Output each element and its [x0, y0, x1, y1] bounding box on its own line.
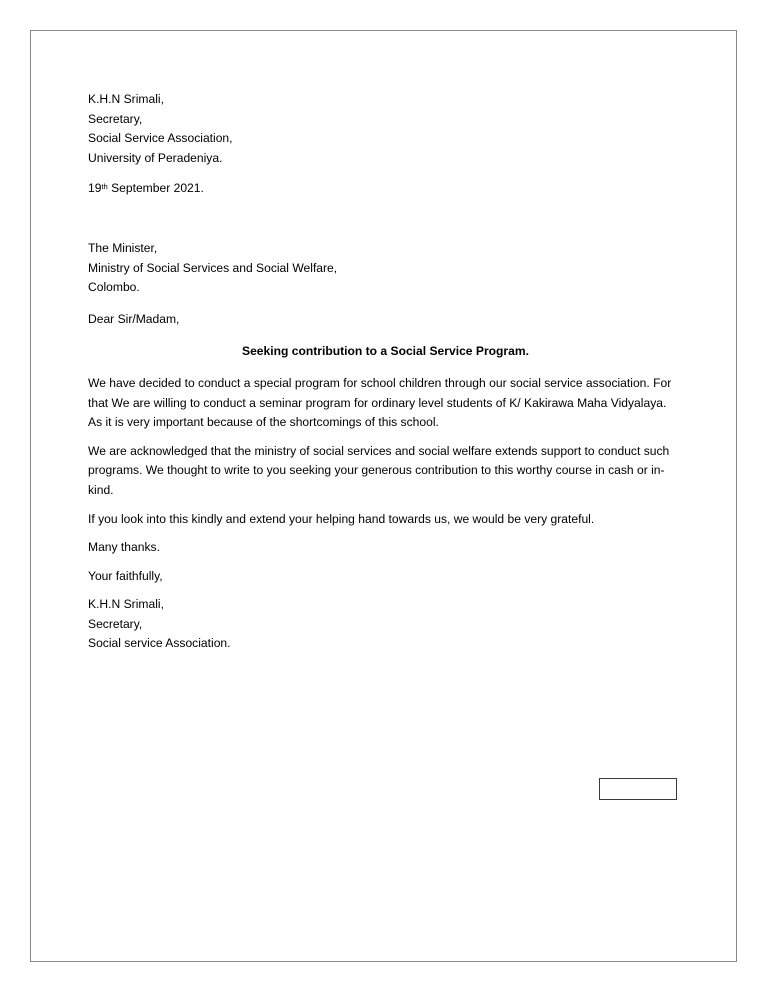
closing-line: Your faithfully,	[88, 568, 163, 583]
spacer-paragraph-2	[88, 501, 683, 510]
spacer-after-date	[88, 199, 683, 239]
spacer-after-salutation	[88, 329, 683, 342]
date-rest: September 2021.	[107, 181, 204, 196]
sender-name: K.H.N Srimali,	[88, 92, 164, 106]
recipient-line-2: Ministry of Social Services and Social Welfare,	[88, 260, 338, 275]
letter-page	[30, 30, 737, 962]
letter-text-column	[88, 90, 683, 654]
date-ordinal-suffix: th	[101, 182, 108, 192]
salutation: Dear Sir/Madam,	[88, 311, 180, 326]
spacer-after-subject	[88, 362, 683, 374]
stamp-placeholder-box[interactable]	[599, 778, 677, 800]
body-paragraph-2: We are acknowledged that the ministry of social services and social welfare extends support to conduct such programs. We thought to write to you seeking your generous contribution to this worthy course in cash or in-kind.	[88, 443, 670, 497]
recipient-line-3: Colombo.	[88, 280, 140, 295]
signature-role: Secretary,	[88, 616, 143, 631]
body-paragraph-3: If you look into this kindly and extend your helping hand towards us, we would be very grateful.	[88, 511, 595, 526]
body-paragraph-1: We have decided to conduct a special program for school children through our social service association. For that We are willing to conduct a seminar program for ordinary level students of K/ Kakirawa Maha Vidyalaya. As it is very important because of the shortcomings of this school.	[88, 375, 672, 430]
date-day: 19	[88, 181, 102, 196]
sender-address-block	[88, 90, 683, 168]
spacer-after-closing	[88, 586, 683, 595]
spacer-paragraph-4	[88, 558, 683, 567]
sender-role: Secretary,	[88, 111, 143, 126]
signature-name: K.H.N Srimali,	[88, 597, 164, 612]
spacer-after-sender	[88, 168, 683, 179]
recipient-address-block	[88, 239, 683, 298]
signature-organization: Social service Association.	[88, 636, 231, 651]
spacer-paragraph-1	[88, 433, 683, 442]
spacer-after-recipient	[88, 298, 683, 310]
body-paragraph-4: Many thanks.	[88, 540, 160, 555]
subject-line: Seeking contribution to a Social Service Program.	[242, 344, 529, 359]
signature-block	[88, 595, 683, 654]
sender-organization: Social Service Association,	[88, 131, 233, 146]
date-line	[88, 179, 683, 199]
recipient-line-1: The Minister,	[88, 240, 158, 255]
spacer-paragraph-3	[88, 529, 683, 538]
sender-institution: University of Peradeniya.	[88, 150, 223, 165]
